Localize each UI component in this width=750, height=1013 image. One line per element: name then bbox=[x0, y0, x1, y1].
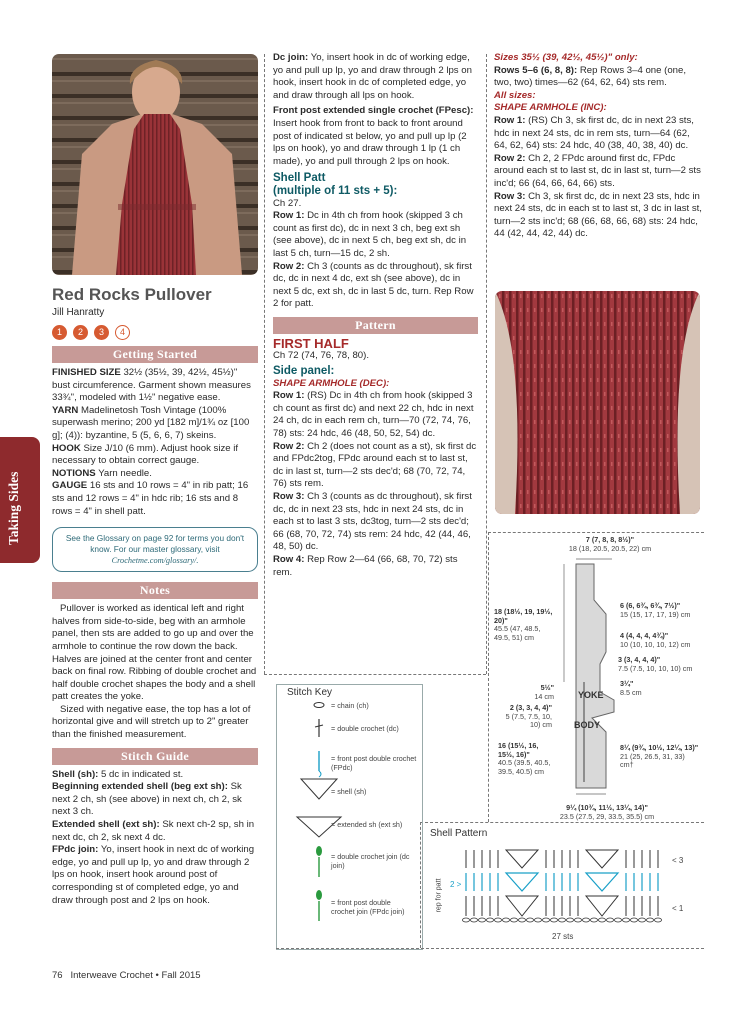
inc-row3-label: Row 3: bbox=[494, 190, 526, 202]
fpesc-label: Front post extended single crochet (FPesc): bbox=[273, 105, 474, 117]
schematic-body-label: BODY bbox=[574, 720, 601, 730]
schematic-bottom bbox=[532, 804, 682, 821]
model-photo bbox=[52, 54, 258, 275]
beg-ext-def: Sk next 2 ch, sh (see above) in next ch, ch 2, sk next 3 ch. bbox=[52, 781, 242, 818]
chart-border-bottom bbox=[276, 948, 704, 949]
stitch-key-fpdc: = front post double crochet (FPdc) bbox=[331, 754, 417, 772]
yarn-label: YARN bbox=[52, 404, 79, 416]
shell-patt-heading: Shell Patt bbox=[273, 172, 326, 185]
glossary-text: See the Glossary on page 92 for terms you don't know. For our master glossary, visit bbox=[65, 533, 245, 555]
inc-row3: Ch 3, sk first dc, dc in next 23 sts, hdc in next 24 sts, dc in each st to last st, 3 dc in last st, turn—2 sts inc'd; 68 (66, 68, 66, 68) sts: 24 hdc, 44 (42, 44, 42, 44) dc. bbox=[494, 190, 702, 240]
schematic-border-bottom bbox=[420, 822, 704, 823]
skill-level-3: 3 bbox=[94, 325, 109, 340]
column-divider-right bbox=[486, 54, 487, 674]
glossary-box bbox=[52, 527, 258, 572]
chart-border-left bbox=[420, 822, 421, 948]
ext-label: Extended shell (ext sh): bbox=[52, 819, 160, 831]
notes-paragraph-1: Pullover is worked as identical left and right halves from side-to-side, beg with an armhole panel, then sts are added to go up and over the armhole to continue the row down the back. Halves are joined at the center front and center back on final row. Ribbing of double crochet and half double crochet shapes the body and a shell patt creates the yoke. bbox=[52, 603, 257, 703]
schematic-right4 bbox=[620, 680, 680, 697]
inc-row2: Ch 2, 2 FPdc around first dc, FPdc around each st to last st, dc in last st, turn—2 sts inc'd; 66 (64, 66, 64, 66) sts. bbox=[494, 152, 701, 189]
pattern-ch: Ch 72 (74, 76, 78, 80). bbox=[273, 350, 369, 362]
getting-started-body bbox=[52, 367, 258, 518]
shell-row2-label: Row 2: bbox=[273, 260, 305, 272]
shell-label: Shell (sh): bbox=[52, 768, 99, 780]
rep-for-patt-label: rep for patt bbox=[435, 878, 443, 913]
middle-column bbox=[273, 52, 478, 579]
schematic-left3-in: 2 (3, 3, 4, 4)" bbox=[509, 703, 552, 712]
schematic-left4 bbox=[498, 742, 554, 776]
schematic bbox=[494, 532, 704, 822]
dec-row4: Rep Row 2—64 (66, 68, 70, 72) sts rem. bbox=[273, 553, 458, 578]
schematic-right3-in: 3 (3, 4, 4, 4)" bbox=[618, 655, 661, 664]
schematic-left3 bbox=[496, 704, 552, 730]
schematic-left2-cm: 14 cm bbox=[534, 691, 554, 701]
side-tab-label: Taking Sides bbox=[6, 471, 21, 545]
schematic-left1-in: 18 (18½, 19, 19½, 20)" bbox=[494, 607, 553, 625]
shell-pattern-chart bbox=[428, 828, 704, 948]
schematic-border-top bbox=[488, 532, 704, 533]
shell-row-2-marker: 2 > bbox=[450, 880, 462, 889]
notes-paragraph-2: Sized with negative ease, the top has a lot of horizontal give and will stretch up to 2" greater than the finished measurement. bbox=[52, 703, 251, 741]
side-panel-heading: Side panel: bbox=[273, 365, 335, 378]
schematic-left4-in: 16 (15½, 16, 15½, 16)" bbox=[498, 741, 539, 759]
notions: Yarn needle. bbox=[98, 467, 152, 479]
schematic-left1-cm: 45.5 (47, 48.5, 49.5, 51) cm bbox=[494, 624, 541, 642]
dec-row2: Ch 2 (does not count as a st), sk first dc and FPdc2tog, FPdc around each st to last st, dc in last st, turn—2 sts dec'd; 68 (70, 72, 74, 76) sts rem. bbox=[273, 440, 477, 490]
title-block bbox=[52, 284, 258, 340]
schematic-right1-in: 6 (6, 6¾, 6¾, 7½)" bbox=[620, 601, 681, 610]
stitch-key-ext-shell: = extended sh (ext sh) bbox=[331, 820, 403, 829]
finished-size: 32½ (35½, 39, 42½, 45½)" bust circumference. Garment shown measures 33¾", modeled with 1½" negative ease. bbox=[52, 367, 251, 404]
schematic-left1 bbox=[494, 608, 558, 642]
schematic-border-left bbox=[488, 532, 489, 822]
beg-ext-label: Beginning extended shell (beg ext sh): bbox=[52, 781, 228, 793]
schematic-yoke-label: YOKE bbox=[578, 690, 604, 700]
rows56-label: Rows 5–6 (6, 8, 8): bbox=[494, 64, 578, 76]
shell-row-3-marker: < 3 bbox=[672, 856, 684, 865]
fpdc-join-def: Yo, insert hook in next dc of working edge, yo and pull up lp, yo and draw through 2 lps on hook, insert hook around post of corresponding st of completed edge, yo and draw through post and 2 lps on hook. bbox=[52, 844, 255, 906]
fpdc-join-label: FPdc join: bbox=[52, 844, 99, 856]
shell-row1: Dc in 4th ch from hook (skipped 3 ch count as first dc), dc in next 3 ch, beg ext sh (see above), dc in next 5 ch, beg ext sh, dc in last 5 ch, turn—15 dc, 2 sh. bbox=[273, 210, 467, 259]
right-column bbox=[494, 52, 702, 241]
schematic-left4-cm: 40.5 (39.5, 40.5, 39.5, 40.5) cm bbox=[498, 758, 551, 776]
schematic-right2 bbox=[620, 632, 700, 649]
skill-levels bbox=[52, 325, 258, 340]
magazine-name: Interweave Crochet bbox=[70, 970, 153, 981]
stitch-guide-banner: Stitch Guide bbox=[52, 748, 258, 765]
schematic-right1-cm: 15 (15, 17, 17, 19) cm bbox=[620, 609, 691, 619]
left-column bbox=[52, 346, 258, 907]
section-side-tab bbox=[0, 437, 40, 563]
schematic-left3-cm: 5 (7.5, 7.5, 10, 10) cm bbox=[505, 711, 552, 730]
finished-size-label: FINISHED SIZE bbox=[52, 367, 121, 378]
dc-join-def: Yo, insert hook in dc of working edge, yo and pull up lp, yo and draw through 2 lps on hook, insert hook in dc of completed edge, yo and draw through all lps on hook. bbox=[273, 52, 472, 101]
designer-name: Jill Hanratty bbox=[52, 307, 105, 318]
schematic-right3-cm: 7.5 (7.5, 10, 10, 10) cm bbox=[618, 663, 693, 673]
shell-row1-label: Row 1: bbox=[273, 210, 305, 222]
divider-horizontal bbox=[264, 674, 486, 675]
shell-row-1-marker: < 1 bbox=[672, 904, 684, 913]
gauge-label: GAUGE bbox=[52, 480, 88, 492]
hook: Size J/10 (6 mm). Adjust hook size if necessary to obtain correct gauge. bbox=[52, 442, 239, 467]
schematic-bottom-cm: 23.5 (27.5, 29, 33.5, 35.5) cm bbox=[559, 811, 655, 821]
dec-row3: Ch 3 (counts as dc throughout), sk first dc, dc in next 23 sts, hdc in next 24 sts, dc in each st to last 3 sts, dc3tog, turn—2 sts dec'd; 66 (68, 70, 72, 74) sts rem: 24 hdc, 42 (44, 46, 48, 50) dc. bbox=[273, 491, 472, 553]
schematic-bottom-in: 9¼ (10¾, 11½, 13¼, 14)" bbox=[566, 803, 648, 812]
stitch-key-shell: = shell (sh) bbox=[331, 787, 367, 796]
yarn: Madelinetosh Tosh Vintage (100% superwash merino; 200 yd [182 m]/1¾ oz [100 g]; (4)): byzantine, 5 (5, 6, 6, 7) skeins. bbox=[52, 404, 250, 441]
schematic-top-cm: 18 (18, 20.5, 20.5, 22) cm bbox=[568, 543, 652, 553]
schematic-right4-cm: 8.5 cm bbox=[620, 687, 642, 697]
schematic-right2-cm: 10 (10, 10, 10, 12) cm bbox=[620, 639, 691, 649]
skill-level-2: 2 bbox=[73, 325, 88, 340]
schematic-drawing bbox=[494, 532, 704, 822]
pattern-title: Red Rocks Pullover bbox=[52, 285, 212, 304]
inc-row1-label: Row 1: bbox=[494, 114, 526, 126]
schematic-right5 bbox=[620, 744, 700, 770]
schematic-right4-in: 3¼" bbox=[620, 679, 634, 688]
page-number: 76 bbox=[52, 970, 63, 981]
stitch-key-dc-join: = double crochet join (dc join) bbox=[331, 852, 410, 870]
column-divider-left bbox=[264, 54, 265, 674]
getting-started-banner: Getting Started bbox=[52, 346, 258, 363]
dec-row2-label: Row 2: bbox=[273, 440, 305, 452]
detail-photo bbox=[495, 291, 700, 514]
inc-row1: (RS) Ch 3, sk first dc, dc in next 23 sts, hdc in next 24 sts, dc in rem sts, turn—64 (62, 64, 62, 64) sts: 24 hdc, 40 (38, 40, 38, 40) dc. bbox=[494, 114, 694, 152]
stitch-key-chain: = chain (ch) bbox=[331, 701, 369, 710]
shell-patt-ch: Ch 27. bbox=[273, 197, 302, 209]
sts-count-label: 27 sts bbox=[552, 932, 574, 941]
schematic-left2 bbox=[524, 684, 554, 701]
dec-row3-label: Row 3: bbox=[273, 491, 305, 502]
fpesc-def: Insert hook from front to back to front around post of indicated st below, yo and pull up lp (2 lps on hook), yo and draw through 1 lp (1 ch made), yo and pull through 2 lps on hook. bbox=[273, 117, 467, 167]
shell-pattern-grid bbox=[462, 846, 672, 924]
page-footer bbox=[52, 970, 201, 981]
issue-name: Fall 2015 bbox=[161, 970, 201, 981]
shape-armhole-dec-heading: SHAPE ARMHOLE (DEC): bbox=[273, 377, 390, 389]
dec-row1: (RS) Dc in 4th ch from hook (skipped 3 ch count as first dc) and next 22 ch, hdc in next 24 ch, dc in each rem ch, turn—70 (72, 74, 76, 78) sts: 24 hdc, 46 (48, 50, 52, 54) dc. bbox=[273, 390, 474, 440]
schematic-right5-cm: 21 (25, 26.5, 31, 33) cm† bbox=[620, 751, 685, 770]
sizes-only-heading: Sizes 35½ (39, 42½, 45½)" only: bbox=[494, 52, 638, 63]
glossary-link[interactable]: Crochetme.com/glossary/. bbox=[111, 556, 199, 566]
shell-def: 5 dc in indicated st. bbox=[101, 768, 184, 780]
stitch-key-fpdc-join: = front post double crochet join (FPdc join) bbox=[331, 898, 405, 916]
stitch-guide-body bbox=[52, 769, 258, 908]
schematic-left2-in: 5½" bbox=[540, 683, 554, 692]
dec-row1-label: Row 1: bbox=[273, 390, 305, 402]
schematic-right2-in: 4 (4, 4, 4, 4¾)" bbox=[620, 631, 669, 640]
notions-label: NOTIONS bbox=[52, 467, 96, 479]
hook-label: HOOK bbox=[52, 442, 81, 454]
dc-join-label: Dc join: bbox=[273, 52, 309, 63]
dec-row4-label: Row 4: bbox=[273, 553, 305, 565]
schematic-right3 bbox=[618, 656, 702, 673]
schematic-right5-in: 8¼ (9¾, 10½, 12¼, 13)" bbox=[620, 743, 699, 752]
footer-bullet: • bbox=[155, 970, 162, 981]
schematic-top-in: 7 (7, 8, 8, 8½)" bbox=[585, 535, 635, 544]
ext-def: Sk next ch-2 sp, sh in next dc, ch 2, sk next 4 dc. bbox=[52, 819, 255, 843]
first-half-heading: FIRST HALF bbox=[273, 335, 349, 351]
pattern-banner: Pattern bbox=[273, 317, 478, 334]
skill-level-4: 4 bbox=[115, 325, 130, 340]
stitch-key-box bbox=[276, 684, 423, 950]
skill-level-1: 1 bbox=[52, 325, 67, 340]
shell-pattern-title: Shell Pattern bbox=[430, 828, 488, 839]
stitch-key-title: Stitch Key bbox=[287, 687, 333, 698]
rows56: Rep Rows 3–4 one (one, two, two) times—62 (64, 62, 64) sts rem. bbox=[494, 64, 686, 89]
shape-armhole-inc-heading: SHAPE ARMHOLE (INC): bbox=[494, 102, 607, 114]
shell-patt-subheading: (multiple of 11 sts + 5): bbox=[273, 184, 398, 197]
inc-row2-label: Row 2: bbox=[494, 152, 526, 164]
all-sizes-heading: All sizes: bbox=[494, 89, 536, 101]
schematic-right1 bbox=[620, 602, 700, 619]
gauge: 16 sts and 10 rows = 4" in rib patt; 16 sts and 12 rows = 4" in hdc rib; 16 sts and 8 rows = 4" in shell patt. bbox=[52, 480, 249, 517]
notes-banner: Notes bbox=[52, 582, 258, 599]
stitch-key-dc: = double crochet (dc) bbox=[331, 724, 399, 733]
shell-row2: Ch 3 (counts as dc throughout), sk first dc, dc in next 4 dc, ext sh (see above), dc in next 5 dc, ext sh, dc in last 5 dc, turn. Rep Row 2 for patt. bbox=[273, 260, 474, 310]
